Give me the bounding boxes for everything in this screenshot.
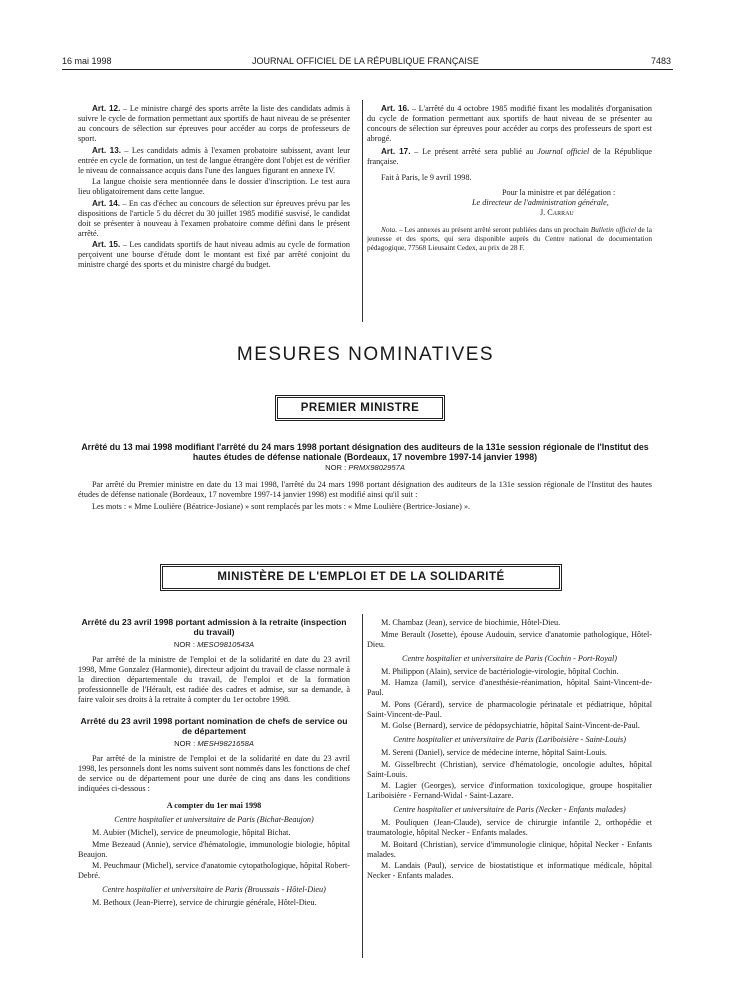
hospital-center-heading: Centre hospitalier et universitaire de Paris (Broussais - Hôtel-Dieu) bbox=[102, 885, 326, 894]
hospital-center-heading: Centre hospitalier et universitaire de Paris (Lariboisière - Saint-Louis) bbox=[393, 735, 626, 744]
arrete-retraite-title: Arrêté du 23 avril 1998 portant admission à la retraite (inspection du travail) bbox=[81, 617, 347, 637]
nomination-item: M. Gisselbrecht (Christian), service d'hématologie, oncologie adultes, hôpital Saint-Louis. bbox=[367, 759, 652, 779]
column-divider bbox=[362, 100, 363, 322]
bottom-left-column bbox=[78, 618, 350, 910]
a-compter-heading: A compter du 1er mai 1998 bbox=[166, 801, 262, 810]
hospital-center-heading: Centre hospitalier et universitaire de Paris (Cochin - Port-Royal) bbox=[402, 653, 617, 663]
signature-name: J. Carrau bbox=[540, 208, 574, 217]
nomination-item: M. Aubier (Michel), service de pneumologie, hôpital Bichat. bbox=[92, 828, 291, 837]
fait-a-paris: Fait à Paris, le 9 avril 1998. bbox=[381, 173, 472, 182]
section-title-mesures-nominatives: MESURES NOMINATIVES bbox=[236, 344, 495, 365]
signature-line-2: Le directeur de l'administration générale, bbox=[472, 198, 609, 207]
hospital-center-heading: Centre hospitalier et universitaire de Paris (Bichat-Beaujon) bbox=[114, 815, 314, 824]
ministere-emploi-label: MINISTÈRE DE L'EMPLOI ET DE LA SOLIDARITÉ bbox=[162, 566, 560, 589]
hospital-center-heading: Centre hospitalier et universitaire de Paris (Necker - Enfants malades) bbox=[393, 805, 626, 814]
arrete-retraite-nor: NOR : MESO9810543A bbox=[173, 639, 255, 649]
nomination-item: Mme Bezeaud (Annie), service d'hématologie, immunologie biologie, hôpital Beaujon. bbox=[78, 839, 350, 859]
arrete-nomination-title: Arrêté du 23 avril 1998 portant nomination de chefs de service ou de département bbox=[80, 716, 348, 736]
nomination-item: M. Golse (Bernard), service de pédopsychiatrie, hôpital Saint-Vincent-de-Paul. bbox=[381, 721, 640, 730]
header-page: 7483 bbox=[650, 56, 671, 66]
article-12: Art. 12. – Le ministre chargé des sports arrête la liste des candidats admis à suivre le cycle de formation permettant aux sportifs de haut niveau de se présenter au concours de sélection sur épreuves pour accéder au corps de professeurs de sport. bbox=[78, 104, 350, 143]
nomination-item: M. Boitard (Christian), service d'immunologie clinique, hôpital Necker - Enfants malades. bbox=[367, 839, 652, 859]
header-rule bbox=[62, 69, 673, 70]
nomination-list-right bbox=[367, 618, 652, 881]
premier-ministre-box bbox=[275, 395, 445, 421]
header-date: 16 mai 1998 bbox=[62, 56, 112, 66]
arrete-paragraph-1: Par arrêté du Premier ministre en date du 13 mai 1998, l'arrêté du 24 mars 1998 portant désignation des auditeurs de la 131e session régionale de l'Institut des hautes études de défense nationale (Bordeaux, 17 novembre 1997-14 janvier 1998) est modifié ainsi qu'il suit : bbox=[78, 480, 652, 500]
arrete-nomination-text: Par arrêté de la ministre de l'emploi et de la solidarité en date du 23 avril 1998, les personnels dont les noms suivent sont nommés dans les fonctions de chef de service ou de département pour une durée de cinq ans dans les conditions indiquées ci-dessous : bbox=[78, 754, 350, 793]
nomination-item: M. Pons (Gérard), service de pharmacologie périnatale et pédiatrique, hôpital Saint-Vincent-de-Paul. bbox=[367, 699, 652, 719]
article-17: Art. 17. – Le présent arrêté sera publié au Journal officiel de la République française. bbox=[367, 147, 652, 166]
article-15: Art. 15. – Les candidats sportifs de haut niveau admis au cycle de formation perçoivent une bourse d'étude dont le montant est fixé par arrêté conjoint du ministre chargé des sports et du ministre chargé du budget. bbox=[78, 240, 350, 269]
arrete-title: Arrêté du 13 mai 1998 modifiant l'arrêté du 24 mars 1998 portant désignation des auditeurs de la 131e session régionale de l'Institut des hautes études de défense nationale (Bordeaux, 17 novembre 1997-14 janvier 1998) bbox=[81, 442, 649, 463]
premier-ministre-section bbox=[78, 442, 652, 513]
article-13-paragraph: La langue choisie sera mentionnée dans le dossier d'inscription. Le test aura lieu obligatoirement dans cette langue. bbox=[78, 177, 350, 196]
nomination-item: M. Bethoux (Jean-Pierre), service de chirurgie générale, Hôtel-Dieu. bbox=[92, 898, 317, 907]
arrete-nor: NOR : PRMX9802957A bbox=[325, 463, 405, 473]
nomination-list-left bbox=[78, 815, 350, 908]
arrete-nomination-nor: NOR : MESH9821658A bbox=[174, 738, 254, 748]
nomination-item: M. Landais (Paul), service de biostatistique et informatique médicale, hôpital Necker - Enfants malades. bbox=[367, 861, 652, 880]
bottom-right-column bbox=[367, 618, 652, 883]
nomination-item: M. Sereni (Daniel), service de médecine interne, hôpital Saint-Louis. bbox=[381, 748, 607, 757]
premier-ministre-label: PREMIER MINISTRE bbox=[277, 397, 443, 419]
signature-line-1: Pour la ministre et par délégation : bbox=[502, 188, 616, 197]
arrete-retraite-text: Par arrêté de la ministre de l'emploi et de la solidarité en date du 23 avril 1998, Mme Gonzalez (Harmonie), directeur adjoint du travail de classe normale à la direction départementale du travail, de l'emploi et de la formation professionnelle de l'Hérault, est radiée des cadres et admise, sur sa demande, à faire valoir ses droits à la retraite à compter du 1er octobre 1998. bbox=[78, 655, 350, 704]
top-left-column bbox=[78, 104, 350, 272]
arrete-paragraph-2: Les mots : « Mme Loulière (Béatrice-Josiane) » sont remplacés par les mots : « Mme Loulière (Bertrice-Josiane) ». bbox=[92, 501, 471, 511]
nomination-item: M. Pouliquen (Jean-Claude), service de chirurgie infantile 2, orthopédie et traumatologie, hôpital Necker - Enfants malades. bbox=[367, 818, 652, 837]
header-journal: JOURNAL OFFICIEL DE LA RÉPUBLIQUE FRANÇAISE bbox=[252, 56, 479, 66]
nomination-item: M. Hamza (Jamil), service d'anesthésie-réanimation, hôpital Saint-Vincent-de-Paul. bbox=[367, 678, 652, 697]
article-13: Art. 13. – Les candidats admis à l'examen probatoire subissent, avant leur entrée en cycle de formation, un test de langue étrangère dont l'objet est de vérifier le niveau de connaissance acquis dans l'une des langues figurant en annexe IV. bbox=[78, 145, 350, 175]
article-16: Art. 16. – L'arrêté du 4 octobre 1985 modifié fixant les modalités d'organisation du cycle de formation permettant aux sportifs de haut niveau de se présenter au concours de sélection sur épreuves pour accéder au corps des professeurs de sport est abrogé. bbox=[367, 104, 652, 143]
nomination-item: M. Chambaz (Jean), service de biochimie, Hôtel-Dieu. bbox=[381, 618, 561, 627]
nomination-item: M. Philippon (Alain), service de bactériologie-virologie, hôpital Cochin. bbox=[381, 666, 619, 676]
article-14: Art. 14. – En cas d'échec au concours de sélection sur épreuves prévu par les dispositions de l'article 5 du décret du 30 juillet 1985 modifié susvisé, le candidat doit se présenter à nouveau à l'examen probatoire comme défini dans le présent arrêté. bbox=[78, 198, 350, 238]
nomination-item: M. Lagier (Georges), service d'information toxicologique, groupe hospitalier Lariboisière - Fernand-Widal - Saint-Lazare. bbox=[367, 781, 652, 800]
signature-block bbox=[472, 188, 652, 218]
nomination-item: M. Peuchmaur (Michel), service d'anatomie cytopathologique, hôpital Robert-Debré. bbox=[78, 861, 350, 880]
nomination-item: Mme Berault (Josette), épouse Audouin, service d'anatomie pathologique, Hôtel-Dieu. bbox=[367, 629, 652, 649]
top-right-column bbox=[367, 104, 652, 254]
ministere-emploi-box bbox=[160, 564, 562, 591]
column-divider-bottom bbox=[362, 614, 363, 958]
nota: Nota. – Les annexes au présent arrêté seront publiées dans un prochain Bulletin officiel de la jeunesse et des sports, qui sera disponible auprès du Centre national de documentation pédagogique, 77568 Lieusaint Cedex, au prix de 28 F. bbox=[367, 225, 652, 252]
